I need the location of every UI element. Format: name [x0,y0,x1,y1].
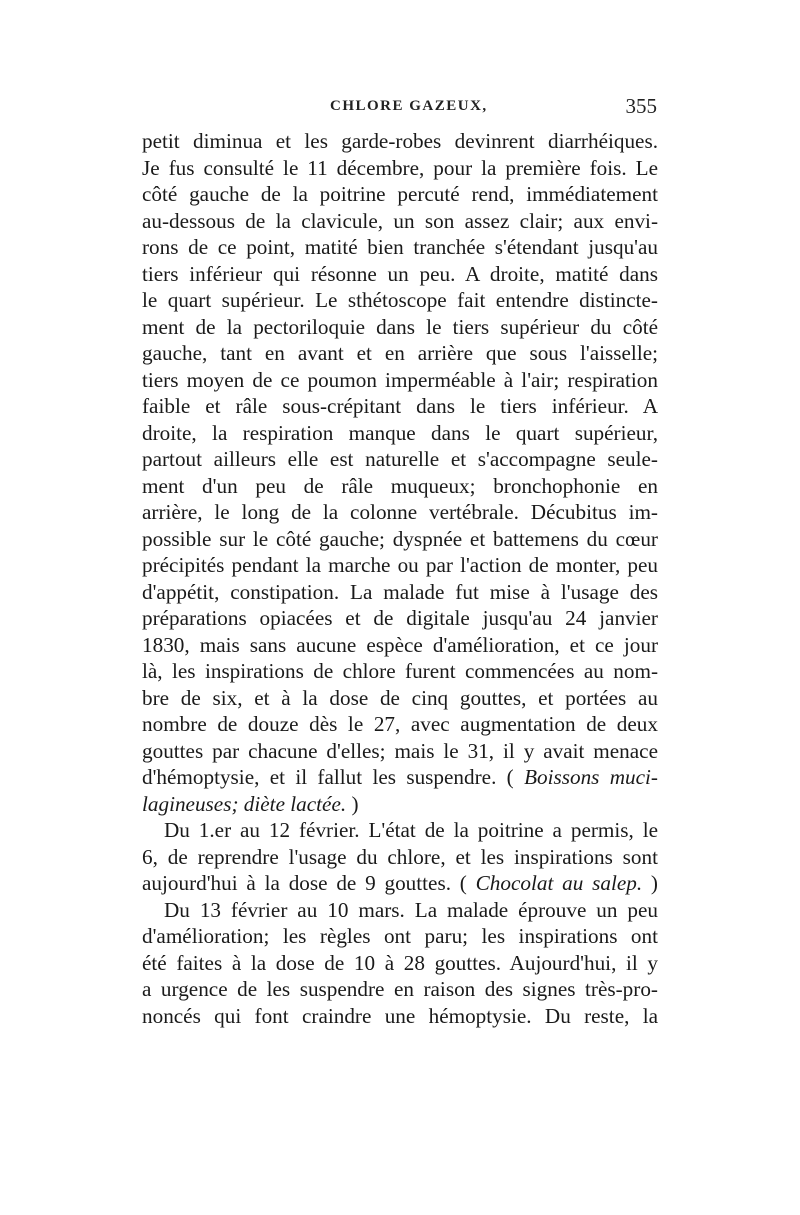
text-segment: d'amélioration; les règles ont paru; les inspirations ont [142,924,658,948]
page-number: 355 [625,94,657,118]
text-line [142,658,658,685]
text-line [142,473,658,500]
text-line [142,446,658,473]
text-segment: ) [642,871,658,895]
text-line [142,1003,658,1030]
text-segment: tiers moyen de ce poumon imperméable à l'air; respiration [142,367,658,392]
text-line [142,526,658,553]
text-line [142,844,658,871]
text-line [142,791,658,818]
text-line [142,128,658,155]
text-segment: ment d'un peu de râle muqueux; bronchophonie en [142,473,658,498]
text-segment: tiers inférieur qui résonne un peu. A droite, matité dans [142,261,658,286]
text-line [142,552,658,579]
text-line [142,632,658,659]
text-segment: 1830, mais sans aucune espèce d'amélioration, et ce jour [142,632,658,657]
text-line [142,870,658,897]
text-line [142,287,658,314]
text-line [142,393,658,420]
text-segment: ) [346,791,359,816]
text-line [142,340,658,367]
text-segment: au-dessous de la clavicule, un son assez clair; aux envi- [142,208,658,233]
text-segment: droite, la respiration manque dans le quart supérieur, [142,420,658,445]
text-line [142,976,658,1003]
text-line [142,579,658,606]
text-segment: rons de ce point, matité bien tranchée s'étendant jusqu'au [142,235,658,259]
text-segment: 6, de reprendre l'usage du chlore, et les inspirations sont [142,844,658,869]
text-line [142,234,658,261]
italic-text: lagineuses; diète lactée. [142,791,347,816]
text-line [142,367,658,394]
text-line [142,605,658,632]
text-segment: préparations opiacées et de digitale jusqu'au 24 janvier [142,606,658,630]
text-segment: Du 13 février au 10 mars. La malade éprouve un peu [164,897,658,922]
text-segment: arrière, le long de la colonne vertébrale. Décubitus im- [142,500,658,524]
text-line [142,738,658,765]
text-segment: d'hémoptysie, et il fallut les suspendre. ( [142,765,525,789]
text-segment: d'appétit, constipation. La malade fut mise à l'usage des [142,579,658,604]
text-line [142,261,658,288]
text-line [142,923,658,950]
text-line [142,155,658,182]
body-text [142,128,658,1029]
text-line [142,208,658,235]
text-segment: noncés qui font craindre une hémoptysie. Du reste, la [142,1003,658,1028]
text-line [142,420,658,447]
text-segment: partout ailleurs elle est naturelle et s'accompagne seule- [142,447,658,471]
text-segment: précipités pendant la marche ou par l'action de monter, peu [142,553,658,577]
text-segment: côté gauche de la poitrine percuté rend, immédiatement [142,182,658,206]
text-line [142,685,658,712]
italic-text: Boissons muci- [524,765,658,789]
text-line [142,499,658,526]
text-segment: possible sur le côté gauche; dyspnée et battemens du cœur [142,526,658,551]
text-line [142,181,658,208]
text-segment: été faites à la dose de 10 à 28 gouttes. Aujourd'hui, il y [142,950,658,975]
text-line [142,950,658,977]
text-segment: aujourd'hui à la dose de 9 gouttes. ( [142,871,476,895]
text-segment: nombre de douze dès le 27, avec augmentation de deux [142,712,658,736]
text-line [142,817,658,844]
text-segment: gouttes par chacune d'elles; mais le 31, il y avait menace [142,738,658,763]
running-head [145,94,657,122]
text-segment: là, les inspirations de chlore furent commencées au nom- [142,659,658,683]
text-segment: Je fus consulté le 11 décembre, pour la première fois. Le [142,155,658,180]
text-segment: bre de six, et à la dose de cinq gouttes, et portées au [142,685,658,710]
italic-text: Chocolat au salep. [475,871,643,895]
text-segment: petit diminua et les garde-robes devinrent diarrhéiques. [142,129,658,153]
text-line [142,711,658,738]
text-segment: Du 1.er au 12 février. L'état de la poitrine a permis, le [164,818,658,842]
text-line [142,764,658,791]
text-segment: le quart supérieur. Le sthétoscope fait entendre distincte- [142,288,658,312]
text-segment: a urgence de les suspendre en raison des signes très-pro- [142,977,658,1001]
text-line [142,897,658,924]
text-segment: faible et râle sous-crépitant dans le tiers inférieur. A [142,394,658,418]
text-segment: gauche, tant en avant et en arrière que sous l'aisselle; [142,341,658,365]
text-segment: ment de la pectoriloquie dans le tiers supérieur du côté [142,314,658,339]
text-line [142,314,658,341]
running-title: CHLORE GAZEUX, [330,98,488,114]
